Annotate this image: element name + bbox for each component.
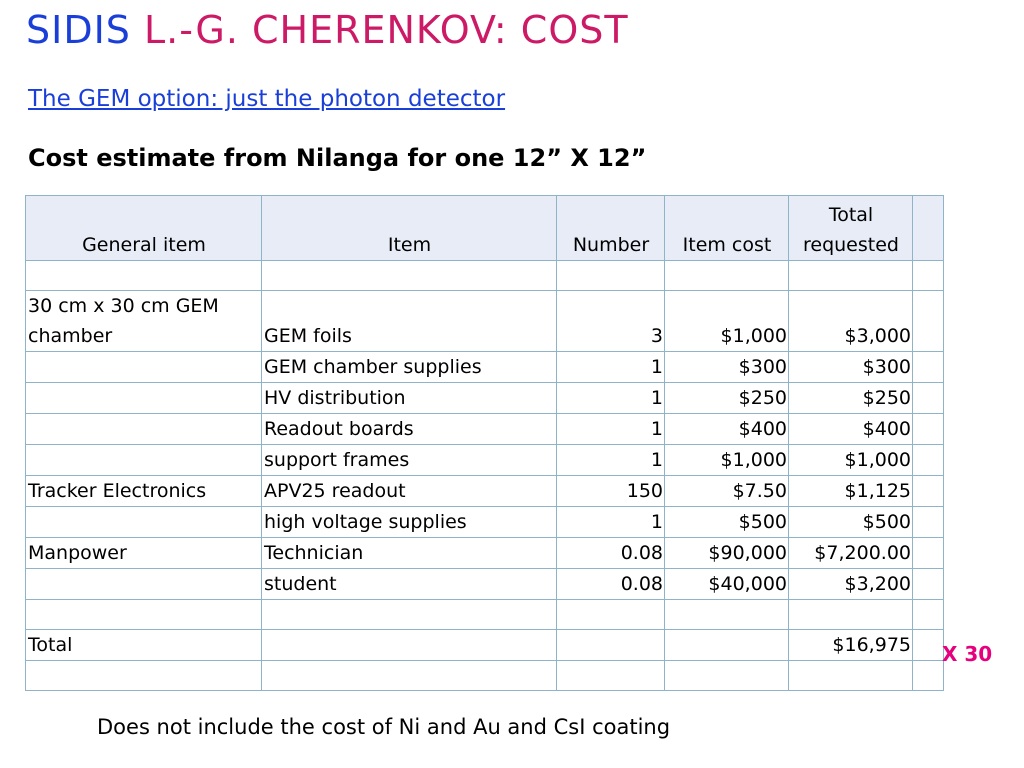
multiplier-label: X 30: [942, 642, 993, 666]
cell-general-item: [26, 507, 262, 538]
cell-number: 1: [557, 507, 665, 538]
header-item-cost: Item cost: [665, 196, 789, 261]
table-row: [26, 445, 944, 476]
table-row: [26, 261, 944, 291]
cell-total-requested: [789, 661, 913, 691]
cell-general-item: 30 cm x 30 cm GEM chamber: [26, 291, 262, 352]
header-number: Number: [557, 196, 665, 261]
cell-general-item: [26, 352, 262, 383]
cell-total-requested: $1,000: [789, 445, 913, 476]
cell-number: [557, 600, 665, 630]
cell-item-cost: $500: [665, 507, 789, 538]
cell-number: 3: [557, 291, 665, 352]
table-row: [26, 538, 944, 569]
cell-item: [262, 261, 557, 291]
cell-extra: [913, 383, 944, 414]
table-row: [26, 507, 944, 538]
cell-total-requested: $16,975: [789, 630, 913, 661]
slide-title: [26, 8, 629, 52]
header-general-item: General item: [26, 196, 262, 261]
header-extra: [913, 196, 944, 261]
cell-general-item: [26, 383, 262, 414]
cell-item-cost: [665, 261, 789, 291]
cell-number: 1: [557, 414, 665, 445]
cell-extra: [913, 352, 944, 383]
cell-item-cost: [665, 661, 789, 691]
cell-item: [262, 600, 557, 630]
cell-total-requested: $3,000: [789, 291, 913, 352]
cost-heading: Cost estimate from Nilanga for one 12” X 12”: [28, 144, 647, 172]
cell-general-item: [26, 445, 262, 476]
table-row: [26, 352, 944, 383]
table-row: [26, 661, 944, 691]
cell-extra: [913, 661, 944, 691]
cell-item-cost: $300: [665, 352, 789, 383]
cell-extra: [913, 476, 944, 507]
cell-number: [557, 261, 665, 291]
cell-number: 1: [557, 352, 665, 383]
cell-general-item: [26, 569, 262, 600]
table-header-row: [26, 196, 944, 261]
header-total-requested: Total requested: [789, 196, 913, 261]
table-row: [26, 414, 944, 445]
cell-number: 1: [557, 445, 665, 476]
table-row: [26, 569, 944, 600]
cell-extra: [913, 538, 944, 569]
cell-total-requested: $7,200.00: [789, 538, 913, 569]
cell-number: 0.08: [557, 538, 665, 569]
table-row: [26, 600, 944, 630]
footnote: Does not include the cost of Ni and Au and CsI coating: [97, 715, 671, 739]
cell-total-requested: $500: [789, 507, 913, 538]
cell-item: student: [262, 569, 557, 600]
cell-general-item: Manpower: [26, 538, 262, 569]
cell-item: support frames: [262, 445, 557, 476]
cell-item-cost: $1,000: [665, 445, 789, 476]
cell-number: 150: [557, 476, 665, 507]
table-row: [26, 291, 944, 352]
cell-extra: [913, 261, 944, 291]
cell-item: [262, 630, 557, 661]
cell-general-item: [26, 414, 262, 445]
table-row: [26, 630, 944, 661]
cell-number: [557, 661, 665, 691]
cell-number: 1: [557, 383, 665, 414]
cell-item: Technician: [262, 538, 557, 569]
cell-item: HV distribution: [262, 383, 557, 414]
cell-extra: [913, 600, 944, 630]
cell-item-cost: $90,000: [665, 538, 789, 569]
cell-general-item: [26, 661, 262, 691]
cell-extra: [913, 414, 944, 445]
cell-item-cost: $400: [665, 414, 789, 445]
cell-item-cost: $40,000: [665, 569, 789, 600]
cell-extra: [913, 445, 944, 476]
cell-item-cost: [665, 630, 789, 661]
cell-total-requested: $400: [789, 414, 913, 445]
cell-item-cost: $1,000: [665, 291, 789, 352]
cost-table: [25, 195, 944, 691]
slide-subtitle: The GEM option: just the photon detector: [28, 86, 506, 112]
cell-number: 0.08: [557, 569, 665, 600]
cell-extra: [913, 569, 944, 600]
cell-general-item: Total: [26, 630, 262, 661]
cell-item: high voltage supplies: [262, 507, 557, 538]
cell-general-item: [26, 261, 262, 291]
title-part-cherenkov: L.-G. CHERENKOV: COST: [144, 8, 629, 52]
cell-item-cost: $7.50: [665, 476, 789, 507]
title-part-sidis: SIDIS: [26, 8, 131, 52]
cell-total-requested: $3,200: [789, 569, 913, 600]
cell-total-requested: [789, 600, 913, 630]
header-item: Item: [262, 196, 557, 261]
cell-extra: [913, 291, 944, 352]
cell-item: APV25 readout: [262, 476, 557, 507]
cell-item: GEM foils: [262, 291, 557, 352]
cell-total-requested: $250: [789, 383, 913, 414]
cell-total-requested: $300: [789, 352, 913, 383]
cell-number: [557, 630, 665, 661]
cell-total-requested: $1,125: [789, 476, 913, 507]
cell-general-item: Tracker Electronics: [26, 476, 262, 507]
cell-general-item: [26, 600, 262, 630]
cell-item-cost: $250: [665, 383, 789, 414]
cell-item: [262, 661, 557, 691]
cell-extra: [913, 507, 944, 538]
cell-extra: [913, 630, 944, 661]
cell-item-cost: [665, 600, 789, 630]
table-row: [26, 383, 944, 414]
cell-item: Readout boards: [262, 414, 557, 445]
cell-item: GEM chamber supplies: [262, 352, 557, 383]
table-row: [26, 476, 944, 507]
cell-total-requested: [789, 261, 913, 291]
